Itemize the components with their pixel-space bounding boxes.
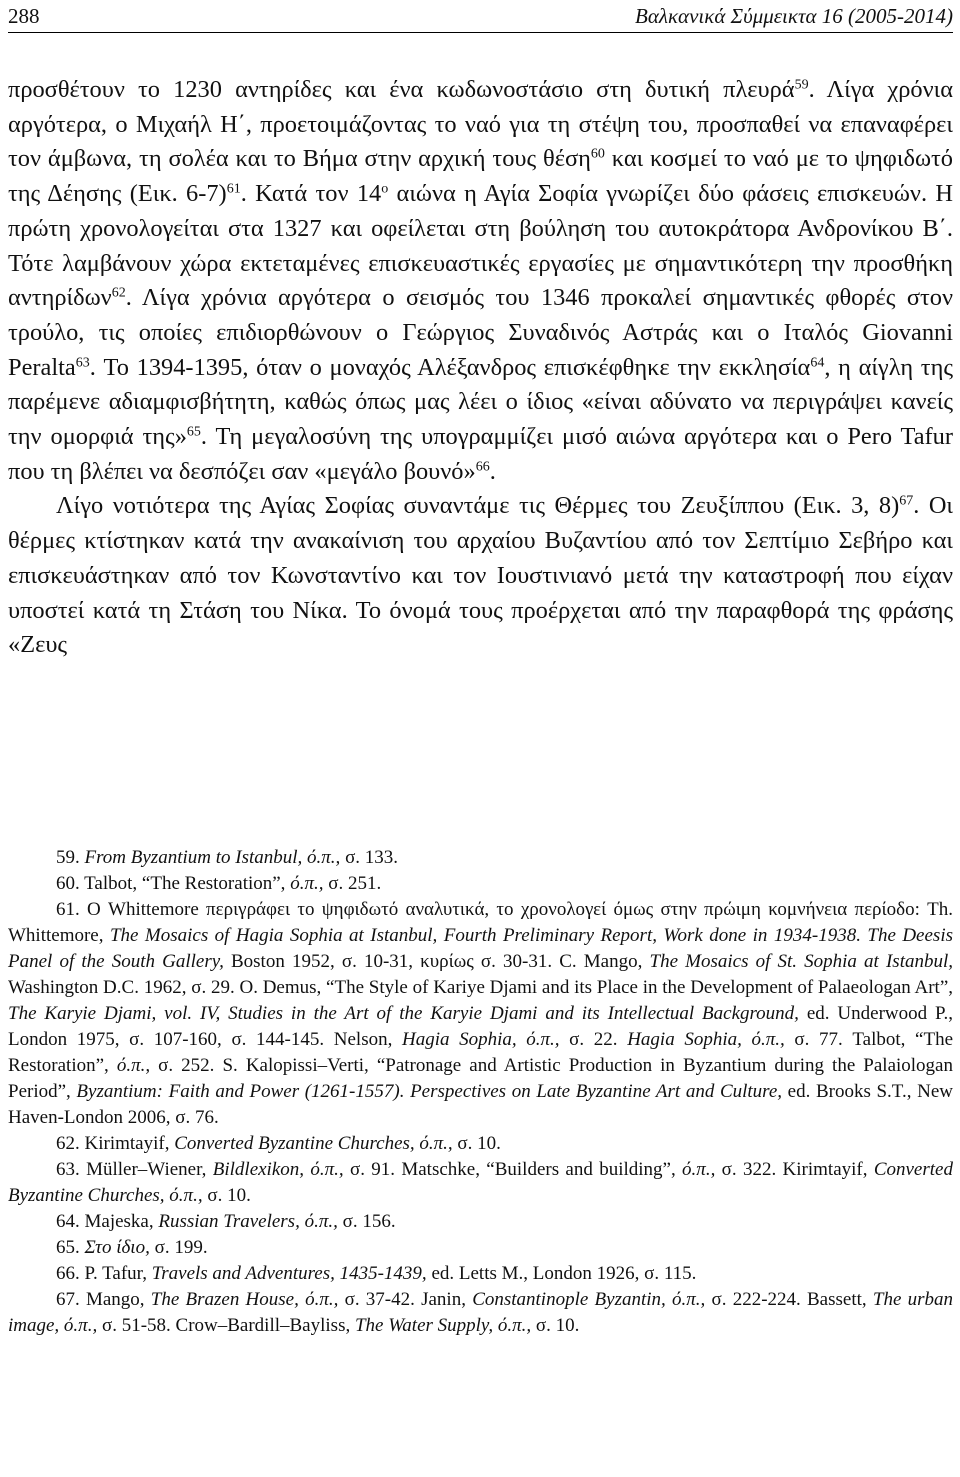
footnotes [8,845,953,1339]
main-text [8,73,953,663]
footnote-ref-62[interactable]: 62 [111,285,126,301]
header-rule [8,32,953,33]
footnote-61: 61. Ο Whittemore περιγράφει το ψηφιδωτό αναλυτικά, το χρονολογεί όμως στην πρώιμη κομνήνεια περίοδο: Th. Whittemore, The Mosaics of Hagia Sophia at Istanbul, Fourth Preliminary Report, Work done in 1934-1938. The Deesis Panel of the South Gallery, Boston 1952, σ. 10-31, κυρίως σ. 30-31. C. Mango, The Mosaics of St. Sophia at Istanbul, Washington D.C. 1962, σ. 29. O. Demus, “The Style of Kariye Djami and its Place in the Development of Palaeologan Art”, The Karyie Djami, vol. IV, Studies in the Art of the Karyie Djami and its Intellectual Background, ed. Underwood P., London 1975, σ. 107-160, σ. 144-145. Nelson, Hagia Sophia, ό.π., σ. 22. Hagia Sophia, ό.π., σ. 77. Talbot, “The Restoration”, ό.π., σ. 252. S. Kalopissi–Verti, “Patronage and Artistic Production in Byzantium during the Palaiologan Period”, Byzantium: Faith and Power (1261-1557). Perspectives on Late Byzantine Art and Culture, ed. Brooks S.T., New Haven-London 2006, σ. 76. [8,899,953,1128]
page [8,0,953,1336]
footnote-66: 66. P. Tafur, Travels and Adventures, 1435-1439, ed. Letts M., London 1926, σ. 115. [56,1263,697,1284]
footnote-ref-64[interactable]: 64 [810,355,825,371]
footnote-64: 64. Majeska, Russian Travelers, ό.π., σ. 156. [56,1211,396,1232]
footnote-59: 59. From Byzantium to Istanbul, ό.π., σ. 133. [56,847,399,868]
page-number: 288 [8,4,40,28]
ordinal-suffix: ο [381,181,389,197]
running-title: Βαλκανικά Σύμμεικτα 16 (2005-2014) [635,4,953,28]
footnote-67: 67. Mango, The Brazen House, ό.π., σ. 37-42. Janin, Constantinople Byzantin, ό.π., σ. 222-224. Bassett, The urban image, ό.π., σ. 51-58. Crow–Bardill–Bayliss, The Water Supply, ό.π., σ. 10. [8,1289,953,1336]
footnote-ref-60[interactable]: 60 [590,147,605,163]
page-header [8,0,953,38]
paragraph: προσθέτουν το 1230 αντηρίδες και ένα κωδωνοστάσιο στη δυτική πλευρά$^{59}$. Λίγα χρόνια αργότερα, ο Μιχαήλ Η΄, προετοιμάζοντας το ναό για τη στέψη του, προσπαθεί να επαναφέρει τον άμβωνα, τη σολέα και το Βήμα στην αρχική τους θέση$^{60}$ και κοσμεί το ναό με το ψηφιδωτό της Δέησης (Εικ. 6-7)$^{61}$. Κατά τον 14$^o$ αιώνα η Αγία Σοφία γνωρίζει δύο φάσεις επισκευών. Η πρώτη χρονολογείται στα 1327 και οφείλεται στη βούληση του αυτοκράτορα Ανδρονίκου Β΄. Τότε λαμβάνουν χώρα εκτεταμένες επισκευαστικές εργασίες με σημαντικότερη την προσθήκη αντηρίδων$^{62}$. Λίγα χρόνια αργότερα ο σεισμός του 1346 προκαλεί σημαντικές φθορές στον τρούλο, τις οποίες επιδιορθώνουν ο Γεώργιος Συναδινός Αστράς και ο Ιταλός Giovanni Peralta$^{63}$. Το 1394-1395, όταν ο μοναχός Αλέξανδρος επισκέφθηκε την εκκλησία$^{64}$, η αίγλη της παρέμενε αδιαμφισβήτητη, καθώς όπως μας λέει ο ίδιος «είναι αδύνατο να περιγράψει κανείς την ομορφιά της»$^{65}$. Τη μεγαλοσύνη της υπογραμμίζει μισό αιώνα αργότερα και ο Pero Tafur που τη βλέπει να δεσπόζει σαν «μεγάλο βουνό»$^{66}$. [8,76,953,485]
footnote-ref-66[interactable]: 66 [475,459,490,475]
footnote-60: 60. Talbot, “The Restoration”, ό.π., σ. 251. [56,873,382,894]
footnote-ref-67[interactable]: 67 [899,494,914,510]
paragraph: Λίγο νοτιότερα της Αγίας Σοφίας συναντάμε τις Θέρμες του Ζευξίππου (Εικ. 3, 8)$^{67}$. Οι θέρμες κτίστηκαν κατά την ανακαίνιση του αρχαίου Βυζαντίου από τον Σεπτίμιο Σεβήρο και επισκευάστηκαν από τον Κωνσταντίνο και τον Ιουστινιανό μετά την καταστροφή που είχαν υποστεί κατά τη Στάση του Νίκα. Το όνομά τους προέρχεται από την παραφθορά της φράσης «Ζευς [8,492,953,659]
footnote-ref-63[interactable]: 63 [75,355,90,371]
footnote-ref-61[interactable]: 61 [226,181,241,197]
footnote-65: 65. Στο ίδιο, σ. 199. [56,1237,208,1258]
footnote-ref-65[interactable]: 65 [186,424,201,440]
footnote-ref-59[interactable]: 59 [794,77,809,93]
footnote-62: 62. Kirimtayif, Converted Byzantine Churches, ό.π., σ. 10. [56,1133,501,1154]
footnote-63: 63. Müller–Wiener, Bildlexikon, ό.π., σ. 91. Matschke, “Builders and building”, ό.π., σ. 322. Kirimtayif, Converted Byzantine Churches, ό.π., σ. 10. [8,1159,953,1206]
